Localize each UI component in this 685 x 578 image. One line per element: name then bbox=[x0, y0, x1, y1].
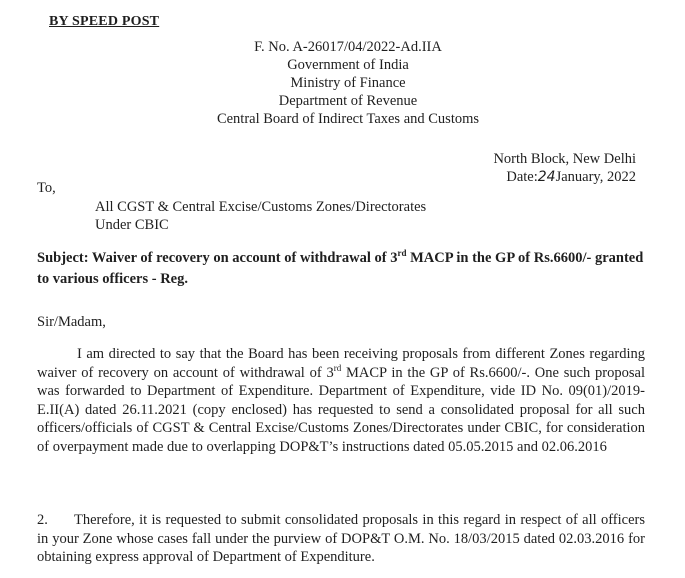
place: North Block, New Delhi bbox=[493, 151, 636, 167]
recipient-line-1: All CGST & Central Excise/Customs Zones/Directorates bbox=[95, 199, 427, 215]
paragraph-1 bbox=[37, 345, 645, 456]
paragraph-1-part-2: MACP in the GP of Rs.6600/-. One such proposal was forwarded to Department of Expenditure. Department of Expenditure, vide ID No. 09(01)/2019-E.II(A) dated 26.11.2021 (copy enclosed) has requested to send a consolidated proposal for all such officers/officials of CGST & Central Excise/Customs Zones/Directorates under CBIC, for consideration of overpayment made due to overlapping DOP&T’s instructions dated 05.05.2015 and 02.06.2016 bbox=[37, 364, 645, 455]
dispatch-mode: BY SPEED POST bbox=[49, 14, 160, 29]
place-date-block bbox=[478, 150, 636, 186]
date-label: Date: bbox=[506, 169, 538, 185]
paragraph-2 bbox=[37, 511, 645, 567]
subject-prefix: Subject: Waiver of recovery on account of withdrawal of 3 bbox=[37, 250, 398, 266]
department-line: Department of Revenue bbox=[278, 93, 418, 109]
subject-suffix: MACP in the GP of Rs.6600/- granted to various officers - Reg. bbox=[37, 250, 644, 287]
date bbox=[478, 168, 636, 186]
date-rest: January, 2022 bbox=[555, 169, 636, 185]
letter-header bbox=[213, 38, 483, 128]
paragraph-2-text: Therefore, it is requested to submit consolidated proposals in this regard in respect of all officers in your Zone whose cases fall under the purview of DOP&T O.M. No. 18/03/2015 dated 02.03.2016 for obtaining express approval of Department of Expenditure. bbox=[37, 512, 645, 565]
ministry-line: Ministry of Finance bbox=[290, 75, 406, 91]
date-handwritten-day: 24 bbox=[537, 169, 556, 185]
salutation: Sir/Madam, bbox=[37, 314, 106, 330]
subject bbox=[37, 248, 645, 290]
government-line: Government of India bbox=[287, 57, 409, 73]
file-number: F. No. A-26017/04/2022-Ad.IIA bbox=[254, 39, 442, 55]
subject-sup: rd bbox=[397, 248, 407, 259]
recipient-line-2: Under CBIC bbox=[95, 217, 169, 233]
paragraph-1-sup: rd bbox=[333, 362, 342, 373]
to-label: To, bbox=[37, 180, 56, 196]
paragraph-1-part-1: I am directed to say that the Board has been receiving proposals from different Zones regarding waiver of recovery on account of withdrawal of 3 bbox=[37, 346, 645, 381]
paragraph-2-number: 2. bbox=[37, 512, 48, 528]
board-line: Central Board of Indirect Taxes and Customs bbox=[216, 111, 480, 127]
recipient-block bbox=[95, 198, 426, 234]
